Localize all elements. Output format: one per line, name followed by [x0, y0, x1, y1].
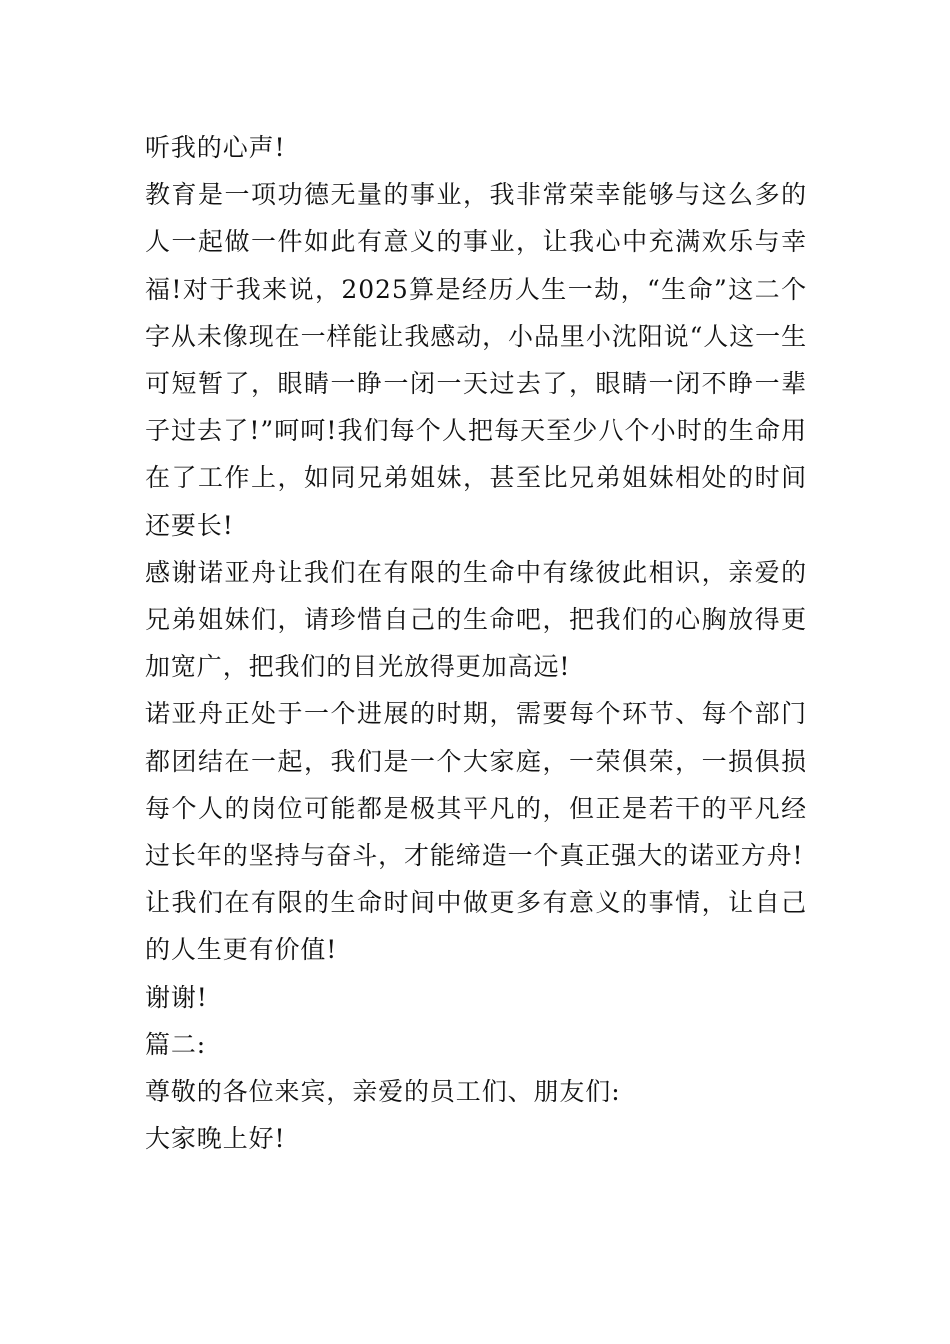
paragraph-opening: 听我的心声!	[145, 133, 286, 162]
document-body	[145, 124, 807, 1162]
paragraph-value: 让我们在有限的生命时间中做更多有意义的事情，让自己的人生更有价值!	[145, 888, 807, 965]
paragraph-unity: 诺亚舟正处于一个进展的时期，需要每个环节、每个部门都团结在一起，我们是一个大家庭，一荣俱荣，一损俱损每个人的岗位可能都是极其平凡的，但正是若干的平凡经过长年的坚持与奋斗，才能缔造一个真正强大的诺亚方舟!	[145, 699, 807, 871]
section-heading: 篇二:	[145, 1029, 207, 1059]
paragraph-good-evening: 大家晚上好!	[145, 1124, 286, 1154]
paragraph-greeting-audience: 尊敬的各位来宾，亲爱的员工们、朋友们:	[145, 1077, 621, 1107]
paragraph-thank-you: 谢谢!	[145, 982, 208, 1012]
paragraph-education: 教育是一项功德无量的事业，我非常荣幸能够与这么多的人一起做一件如此有意义的事业，让我心中充满欢乐与幸福!对于我来说，2025算是经历人生一劫，“生命”这二个字从未像现在一样能让我感动，小品里小沈阳说“人这一生可短暂了，眼睛一睁一闭一天过去了，眼睛一闭不睁一辈子过去了!”呵呵!我们每个人把每天至少八个小时的生命用在了工作上，如同兄弟姐妹，甚至比兄弟姐妹相处的时间还要长!	[145, 180, 807, 540]
paragraph-thanks: 感谢诺亚舟让我们在有限的生命中有缘彼此相识，亲爱的兄弟姐妹们，请珍惜自己的生命吧，把我们的心胸放得更加宽广，把我们的目光放得更加高远!	[145, 557, 807, 682]
